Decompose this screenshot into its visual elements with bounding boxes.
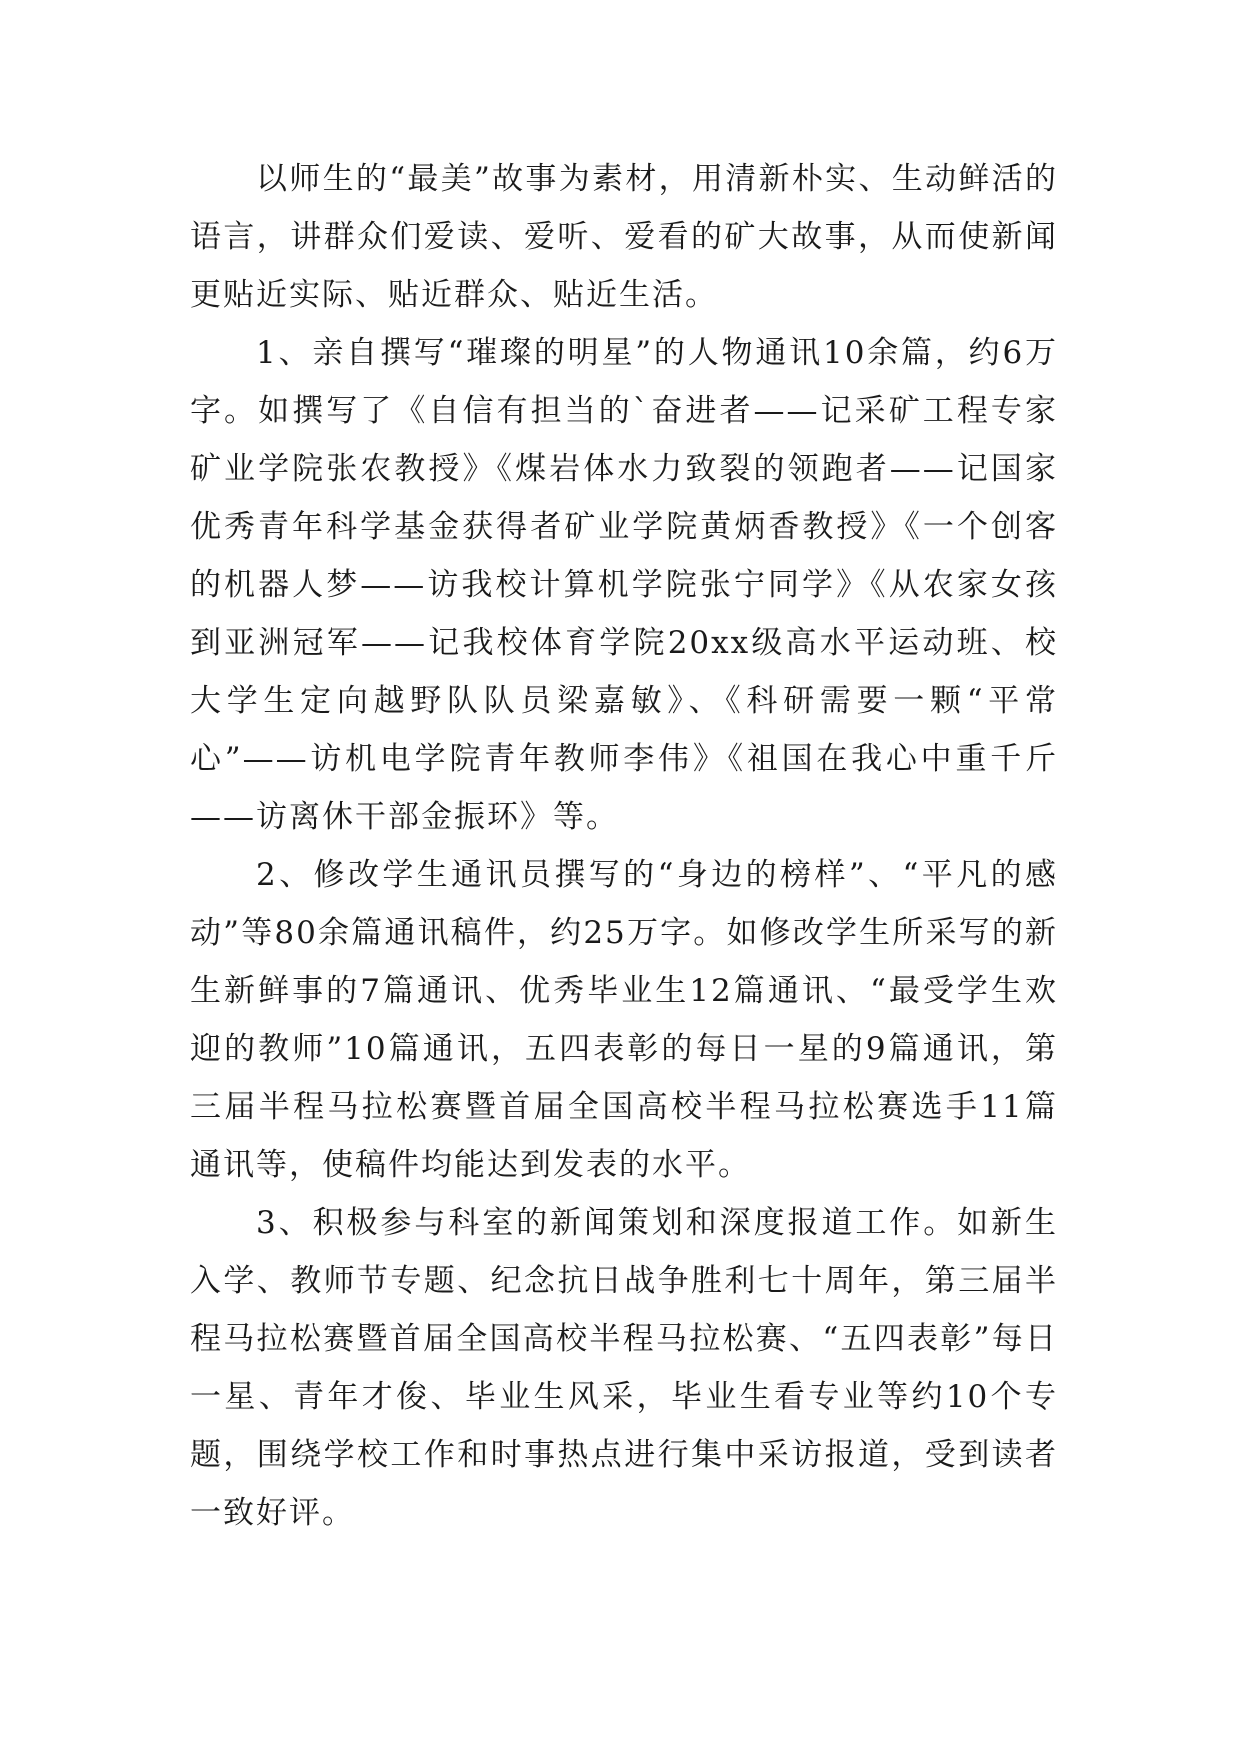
document-body [190, 150, 1058, 1542]
paragraph-item-1: 1、亲自撰写“璀璨的明星”的人物通讯10余篇，约6万字。如撰写了《自信有担当的`奋进者——记采矿工程专家矿业学院张农教授》《煤岩体水力致裂的领跑者——记国家优秀青年科学基金获得者矿业学院黄炳香教授》《一个创客的机器人梦——访我校计算机学院张宁同学》《从农家女孩到亚洲冠军——记我校体育学院20xx级高水平运动班、校大学生定向越野队队员梁嘉敏》、《科研需要一颗“平常心”——访机电学院青年教师李伟》《祖国在我心中重千斤——访离休干部金振环》等。 [190, 335, 1058, 835]
paragraph-intro: 以师生的“最美”故事为素材，用清新朴实、生动鲜活的语言，讲群众们爱读、爱听、爱看的矿大故事，从而使新闻更贴近实际、贴近群众、贴近生活。 [190, 161, 1058, 313]
paragraph-item-3: 3、积极参与科室的新闻策划和深度报道工作。如新生入学、教师节专题、纪念抗日战争胜利七十周年，第三届半程马拉松赛暨首届全国高校半程马拉松赛、“五四表彰”每日一星、青年才俊、毕业生风采，毕业生看专业等约10个专题，围绕学校工作和时事热点进行集中采访报道，受到读者一致好评。 [190, 1205, 1058, 1531]
paragraph-item-2: 2、修改学生通讯员撰写的“身边的榜样”、“平凡的感动”等80余篇通讯稿件，约25万字。如修改学生所采写的新生新鲜事的7篇通讯、优秀毕业生12篇通讯、“最受学生欢迎的教师”10篇通讯，五四表彰的每日一星的9篇通讯，第三届半程马拉松赛暨首届全国高校半程马拉松赛选手11篇通讯等，使稿件均能达到发表的水平。 [190, 857, 1058, 1183]
